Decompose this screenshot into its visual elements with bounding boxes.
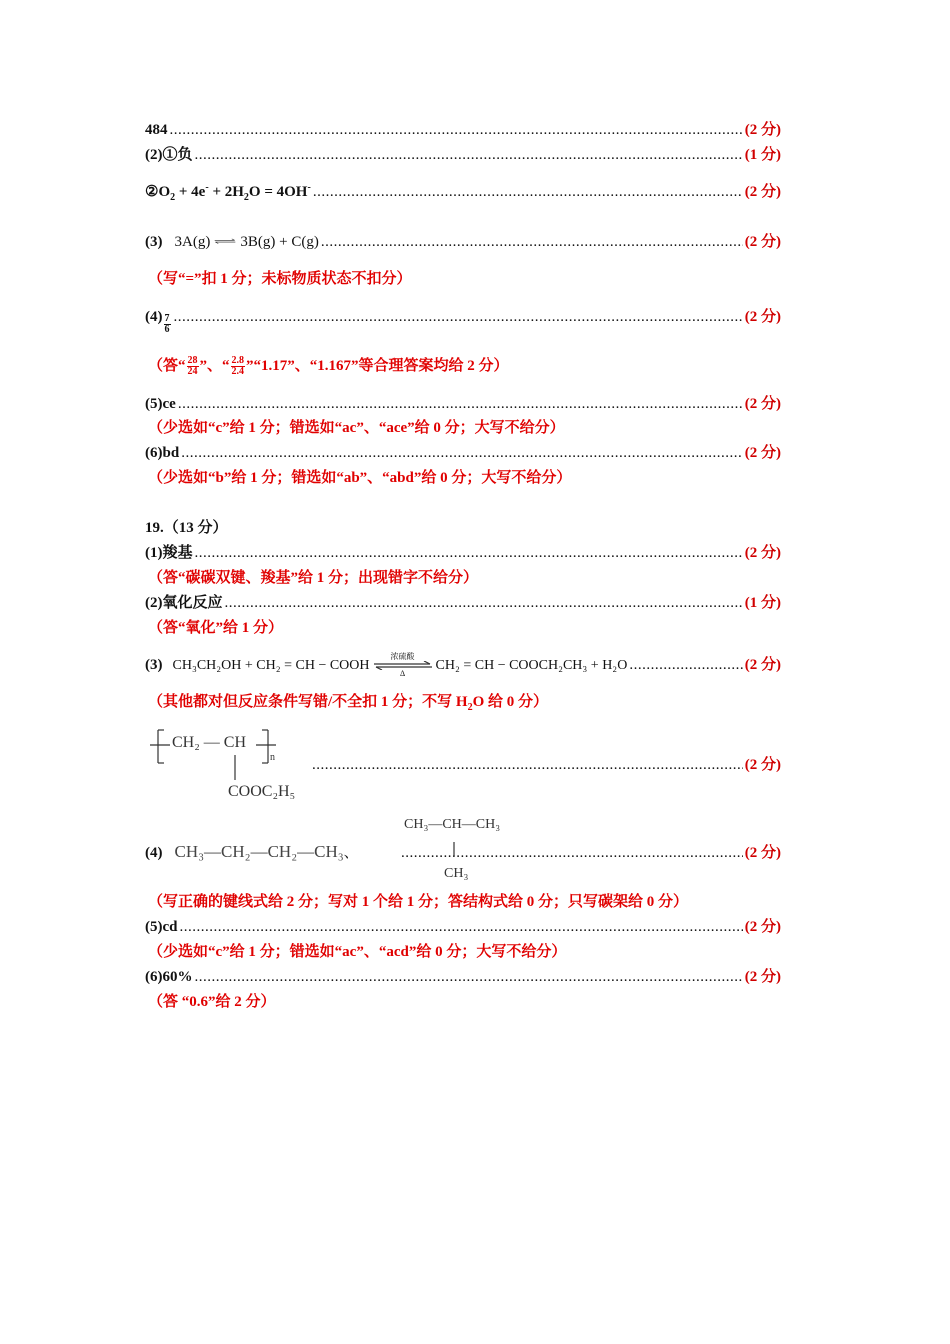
dot-leader	[321, 234, 743, 251]
answer-text: (6)60%	[145, 969, 193, 985]
score-label: (2 分)	[744, 657, 781, 673]
score-label: (2 分)	[744, 845, 781, 861]
answer-line-6	[145, 441, 781, 462]
answer-line-2-2	[145, 180, 781, 203]
answer-label: (4)	[145, 845, 163, 861]
polymer-side-group: COOC₂H₅	[228, 783, 296, 800]
answer-text: (2)①负	[145, 147, 193, 163]
dot-leader	[225, 595, 743, 612]
answer-line-2-1	[145, 143, 781, 164]
answer-text: (1)羧基	[145, 545, 193, 561]
answer-line-19-3	[145, 653, 781, 678]
dot-leader	[312, 757, 743, 774]
answer-line-5	[145, 392, 781, 413]
score-label: (2 分)	[744, 445, 781, 461]
score-label: (2 分)	[744, 757, 781, 773]
dot-leader	[178, 396, 743, 413]
grading-note-5: （少选如“c”给 1 分；错选如“ac”、“ace”给 0 分；大写不给分）	[148, 420, 565, 436]
grading-note-4: （答“ $\frac{28}{24}$ ”、“ $\frac{2.8}{2.4}$ ”“1.17”、“1.167”等合理答案均给 2 分）	[148, 355, 509, 378]
answer-line-4	[145, 305, 781, 335]
answer-text: 484	[145, 122, 168, 138]
score-label: (2 分)	[744, 184, 781, 200]
answer-line-19-3-polymer	[310, 753, 781, 774]
grading-note-19-6: （答 “0.6”给 2 分）	[148, 994, 276, 1010]
butane-structure: CH₃—CH₂—CH₂—CH₃	[174, 842, 344, 861]
dot-leader	[195, 147, 743, 164]
score-label: (2 分)	[744, 396, 781, 412]
grading-note-19-4: （写正确的键线式给 2 分；写对 1 个给 1 分；答结构式给 0 分；只写碳架给 0 分）	[148, 894, 689, 910]
score-label: (2 分)	[744, 969, 781, 985]
score-label: (2 分)	[744, 545, 781, 561]
grading-note-19-2: （答“氧化”给 1 分）	[148, 620, 284, 636]
dot-leader	[170, 122, 743, 139]
answer-line-19-4	[145, 841, 781, 862]
polymer-chain: CH₂ — CH	[172, 734, 247, 751]
answer-text: (2)氧化反应	[145, 595, 223, 611]
answer-text: (5)ce	[145, 396, 176, 412]
answer-label: (3)	[145, 657, 163, 673]
answer-line-3	[145, 230, 781, 251]
dot-leader	[401, 845, 743, 862]
question-title: 19.（13 分）	[145, 520, 228, 536]
dot-leader	[174, 309, 743, 326]
reaction-condition: 浓硫酸 Δ	[373, 653, 433, 678]
esterification-left: CH₃CH₂OH + CH₂ = CH − COOH	[172, 658, 370, 673]
polymer-n: n	[270, 752, 275, 763]
score-label: (2 分)	[744, 122, 781, 138]
isobutane-top: CH₃—CH—CH₃	[404, 817, 501, 832]
answer-line-19-1	[145, 541, 781, 562]
dot-leader	[180, 919, 743, 936]
answer-line-19-6	[145, 965, 781, 986]
score-label: (1 分)	[744, 595, 781, 611]
answer-text: (5)cd	[145, 919, 178, 935]
reaction-right: 3B(g) + C(g)	[240, 234, 319, 250]
answer-line-484	[145, 118, 781, 139]
dot-leader	[195, 545, 743, 562]
grading-note-19-3: （其他都对但反应条件写错/不全扣 1 分；不写 $H_2O$ 给 0 分）	[148, 694, 549, 713]
score-label: (2 分)	[744, 919, 781, 935]
grading-note-19-5: （少选如“c”给 1 分；错选如“ac”、“acd”给 0 分；大写不给分）	[148, 944, 567, 960]
grading-note-3: （写“=”扣 1 分；未标物质状态不扣分）	[148, 271, 412, 287]
electrode-equation: $②O_2 + 4e^- + 2H_2O = 4OH^-$	[145, 182, 311, 203]
score-label: (2 分)	[744, 234, 781, 250]
score-label: (2 分)	[744, 309, 781, 325]
dot-leader	[313, 184, 743, 201]
equilibrium-arrow-icon	[214, 234, 236, 248]
esterification-right: CH₂ = CH − COOCH₂CH₃ + H₂O	[435, 658, 628, 673]
answer-line-19-5	[145, 915, 781, 936]
answer-line-19-2	[145, 591, 781, 612]
grading-note-6: （少选如“b”给 1 分；错选如“ab”、“abd”给 0 分；大写不给分）	[148, 470, 572, 486]
separator: 、	[343, 845, 359, 861]
score-label: (1 分)	[744, 147, 781, 163]
reaction-left: 3A(g)	[174, 234, 211, 250]
answer-label: (3)	[145, 234, 163, 250]
dot-leader	[195, 969, 743, 986]
isobutane-methyl: CH₃	[444, 866, 469, 881]
fraction: $\frac{7}{6}$	[164, 313, 170, 335]
dot-leader	[629, 657, 742, 674]
answer-text: (6)bd	[145, 445, 180, 461]
dot-leader	[181, 445, 743, 462]
answer-label: (4)	[145, 309, 163, 325]
grading-note-19-1: （答“碳碳双键、羧基”给 1 分；出现错字不给分）	[148, 570, 479, 586]
